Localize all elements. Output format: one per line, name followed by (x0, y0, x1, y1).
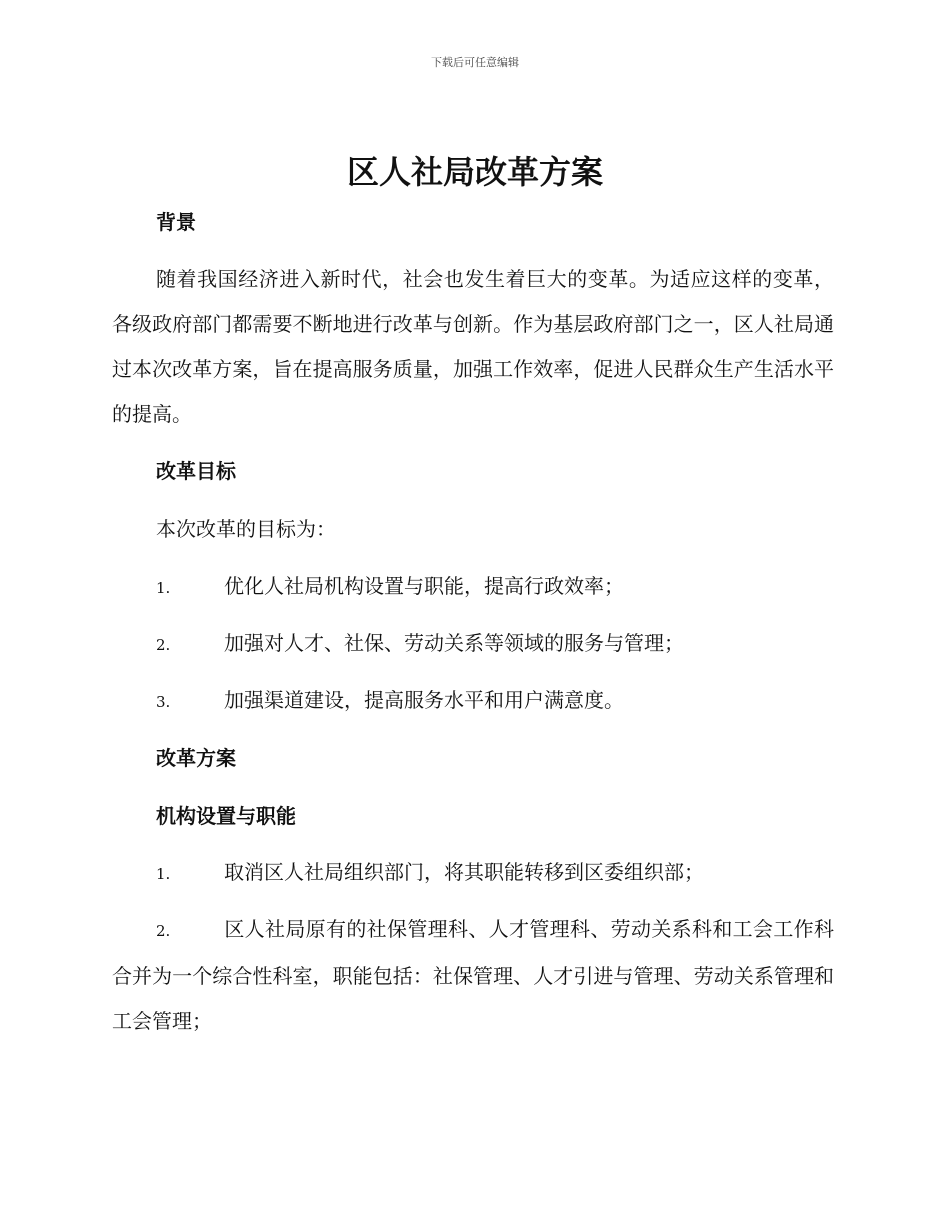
section-heading-goals: 改革目标 (156, 459, 236, 483)
list-number: 2. (156, 636, 171, 654)
list-text: 区人社局原有的社保管理科、人才管理科、劳动关系科和工会工作科合并为一个综合性科室，职能包括：社保管理、人才引进与管理、劳动关系管理和工会管理； (112, 917, 834, 1033)
list-number: 3. (156, 693, 171, 711)
list-text: 取消区人社局组织部门，将其职能转移到区委组织部； (224, 860, 704, 884)
list-text: 优化人社局机构设置与职能，提高行政效率； (224, 574, 624, 598)
list-text: 加强对人才、社保、劳动关系等领域的服务与管理； (224, 631, 684, 655)
goals-intro: 本次改革的目标为： (156, 517, 336, 541)
list-number: 2. (156, 922, 171, 940)
section-heading-org: 机构设置与职能 (156, 804, 296, 828)
section-heading-plan: 改革方案 (156, 746, 236, 770)
header-note: 下载后可任意编辑 (431, 56, 519, 69)
org-item-2 (112, 907, 834, 1044)
org-item-1 (112, 850, 834, 897)
list-number: 1. (156, 579, 171, 597)
document-title: 区人社局改革方案 (346, 153, 603, 191)
list-text: 加强渠道建设，提高服务水平和用户满意度。 (224, 688, 624, 712)
list-number: 1. (156, 865, 171, 883)
background-paragraph: 随着我国经济进入新时代，社会也发生着巨大的变革。为适应这样的变革，各级政府部门都需要不断地进行改革与创新。作为基层政府部门之一，区人社局通过本次改革方案，旨在提高服务质量，加强工作效率，促进人民群众生产生活水平的提高。 (112, 267, 834, 426)
goal-item-2 (112, 621, 834, 668)
goal-item-1 (112, 564, 834, 611)
goal-item-3 (112, 678, 834, 725)
section-heading-background: 背景 (156, 210, 196, 234)
